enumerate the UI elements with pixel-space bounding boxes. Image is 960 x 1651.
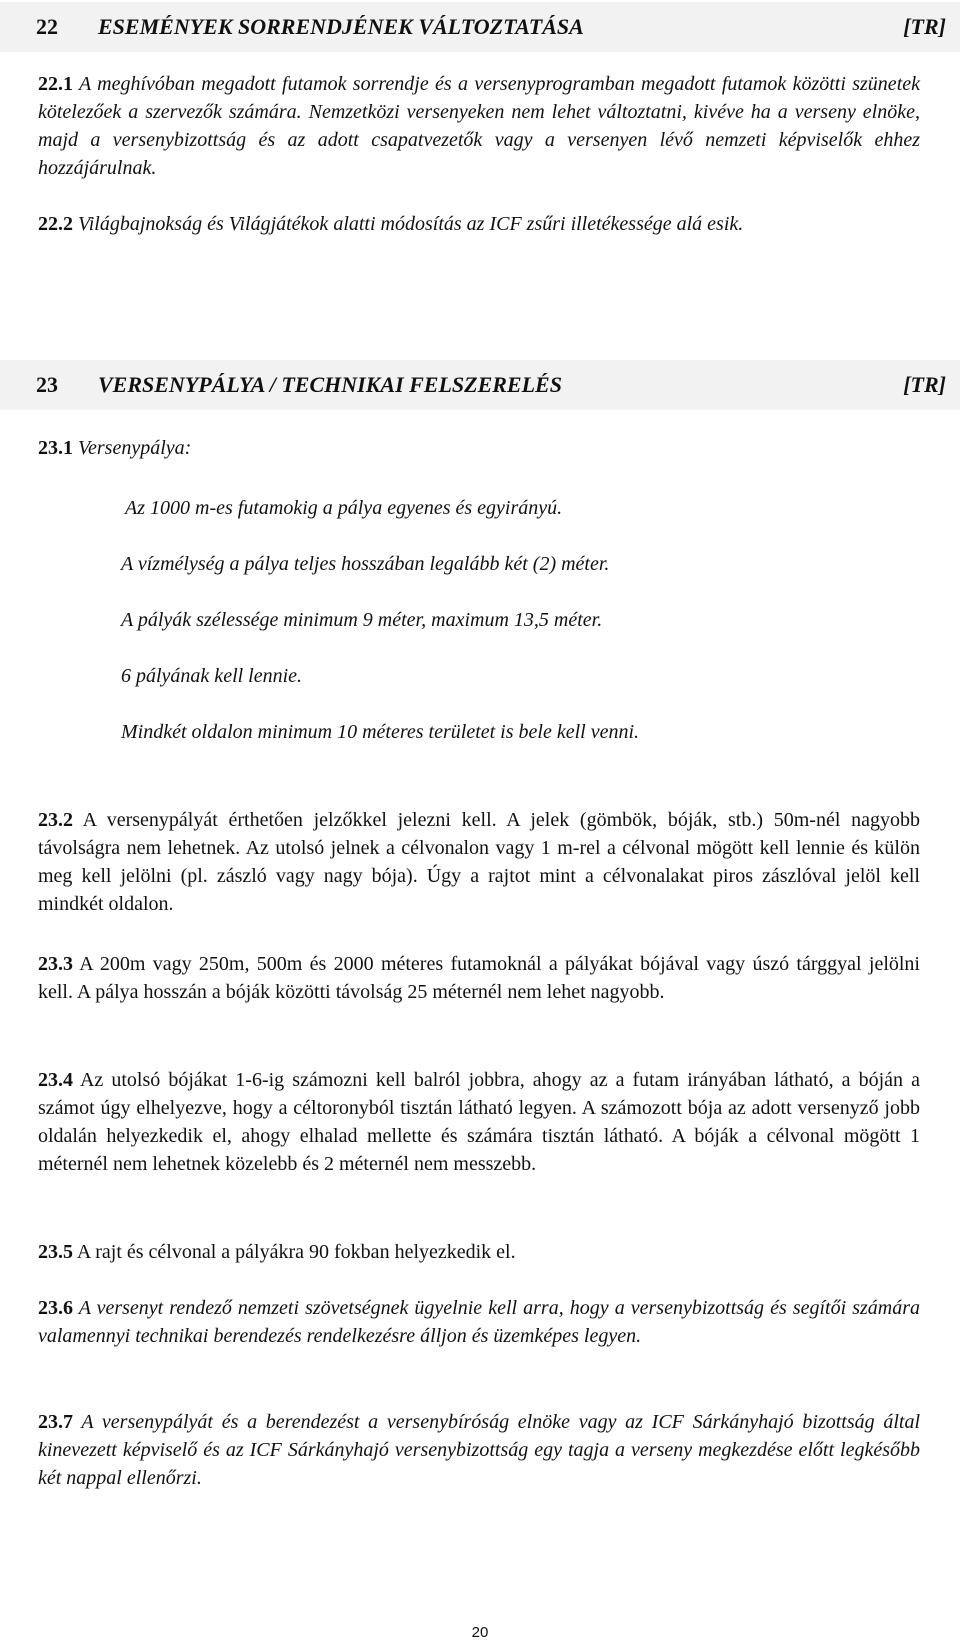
- paragraph-text: Versenypálya:: [78, 437, 192, 459]
- paragraph-number: 23.4: [38, 1069, 73, 1091]
- paragraph-22-2: [38, 210, 920, 238]
- paragraph-23-1: [38, 434, 920, 462]
- section-number: 22: [36, 14, 58, 39]
- section-23-heading: [0, 360, 960, 410]
- paragraph-text: Az utolsó bójákat 1-6-ig számozni kell balról jobbra, ahogy az a futam irányában látható, a bóján a számot úgy elhelyezve, hogy a céltoronyból tisztán látható legyen. A számozott bója az adott versenyző jobb oldalán helyezkedik el, ahogy elhalad mellette és számára tisztán látható. A bóják a célvonal mögött 1 méternél nem lehetnek közelebb és 2 méternél nem messzebb.: [38, 1069, 921, 1175]
- list-item: A vízmélység a pálya teljes hosszában legalább két (2) méter.: [121, 553, 610, 575]
- paragraph-number: 23.3: [38, 953, 73, 975]
- paragraph-number: 23.2: [38, 809, 73, 831]
- paragraph-23-6: [38, 1294, 920, 1350]
- paragraph-text: A versenypályát és a berendezést a versenybíróság elnöke vagy az ICF Sárkányhajó bizottság által kinevezett képviselő és az ICF Sárkányhajó versenybizottság egy tagja a verseny megkezdése előtt legkésőbb két nappal ellenőrzi.: [38, 1411, 921, 1489]
- section-22-heading: [0, 2, 960, 52]
- paragraph-23-2: [38, 806, 920, 918]
- list-item: 6 pályának kell lennie.: [121, 665, 303, 687]
- section-number: 23: [36, 372, 58, 397]
- section-tag: [TR]: [903, 14, 946, 39]
- paragraph-text: A versenypályát érthetően jelzőkkel jelezni kell. A jelek (gömbök, bóják, stb.) 50m-nél nagyobb távolságra nem lehetnek. Az utolsó jelnek a célvonalon vagy 1 m-rel a célvonal mögött kell lennie és külön meg kell jelölni (pl. zászló vagy nagy bója). Úgy a rajtot mint a célvonalakat piros zászlóval jelöl kell mindkét oldalon.: [38, 809, 920, 915]
- section-title: VERSENYPÁLYA / TECHNIKAI FELSZERELÉS: [98, 372, 562, 397]
- paragraph-text: A versenyt rendező nemzeti szövetségnek ügyelnie kell arra, hogy a versenybizottság és segítői számára valamennyi technikai berendezés rendelkezésre álljon és üzemképes legyen.: [38, 1297, 920, 1347]
- paragraph-number: 23.6: [38, 1297, 73, 1319]
- paragraph-number: 22.2: [38, 213, 73, 235]
- paragraph-text: A meghívóban megadott futamok sorrendje és a versenyprogramban megadott futamok közötti szünetek kötelezőek a szervezők számára. Nemzetközi versenyeken nem lehet változtatni, kivéve ha a verseny elnöke, majd a versenybizottság és az adott csapatvezetők vagy a versenyen lévő nemzeti képviselők ehhez hozzájárulnak.: [38, 73, 920, 179]
- paragraph-23-7: [38, 1408, 920, 1492]
- paragraph-number: 23.7: [38, 1411, 73, 1433]
- paragraph-number: 23.1: [38, 437, 73, 459]
- section-title: ESEMÉNYEK SORRENDJÉNEK VÁLTOZTATÁSA: [98, 14, 584, 39]
- paragraph-23-5: [38, 1238, 920, 1266]
- paragraph-23-4: [38, 1066, 920, 1178]
- paragraph-number: 22.1: [38, 73, 73, 95]
- list-item: Az 1000 m-es futamokig a pálya egyenes és egyirányú.: [125, 497, 563, 519]
- paragraph-23-3: [38, 950, 920, 1006]
- paragraph-22-1: [38, 70, 920, 182]
- paragraph-text: A 200m vagy 250m, 500m és 2000 méteres futamoknál a pályákat bójával vagy úszó tárggyal jelölni kell. A pálya hosszán a bóják közötti távolság 25 méternél nem lehet nagyobb.: [38, 953, 920, 1003]
- page-number: 20: [471, 1624, 489, 1641]
- list-item: Mindkét oldalon minimum 10 méteres területet is bele kell venni.: [121, 721, 640, 743]
- section-tag: [TR]: [903, 372, 946, 397]
- paragraph-text: A rajt és célvonal a pályákra 90 fokban helyezkedik el.: [76, 1241, 516, 1263]
- paragraph-number: 23.5: [38, 1241, 73, 1263]
- list-item: A pályák szélessége minimum 9 méter, maximum 13,5 méter.: [121, 609, 603, 631]
- paragraph-text: Világbajnokság és Világjátékok alatti módosítás az ICF zsűri illetékessége alá esik.: [78, 213, 744, 235]
